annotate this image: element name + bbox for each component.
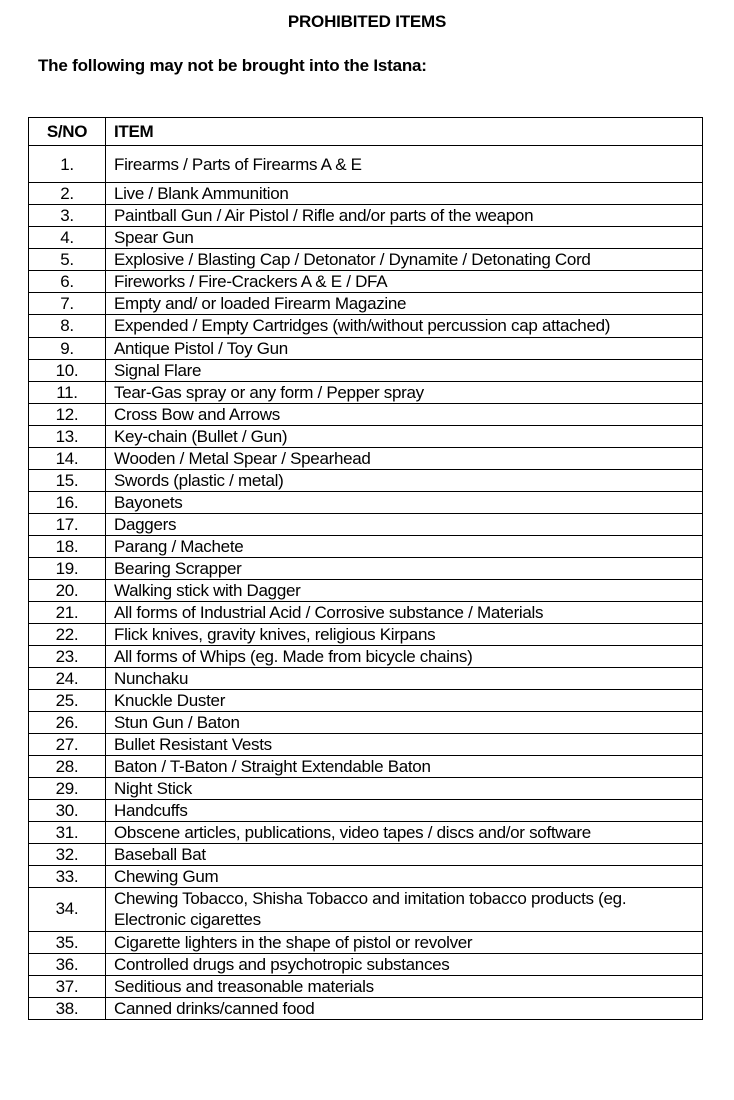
row-item: Bayonets bbox=[106, 491, 703, 513]
table-row bbox=[29, 887, 703, 931]
row-item: Firearms / Parts of Firearms A & E bbox=[106, 146, 703, 183]
page-title: PROHIBITED ITEMS bbox=[287, 12, 447, 31]
row-item: Swords (plastic / metal) bbox=[106, 469, 703, 491]
table-header-row bbox=[29, 118, 703, 146]
table-row bbox=[29, 337, 703, 359]
row-sno: 15. bbox=[29, 469, 106, 491]
table-row bbox=[29, 381, 703, 403]
table-row bbox=[29, 755, 703, 777]
row-item: Stun Gun / Baton bbox=[106, 711, 703, 733]
row-sno: 16. bbox=[29, 491, 106, 513]
row-sno: 30. bbox=[29, 799, 106, 821]
row-item: Flick knives, gravity knives, religious Kirpans bbox=[106, 623, 703, 645]
row-sno: 4. bbox=[29, 227, 106, 249]
row-sno: 27. bbox=[29, 733, 106, 755]
row-sno: 34. bbox=[29, 887, 106, 931]
row-item: Bullet Resistant Vests bbox=[106, 733, 703, 755]
row-sno: 17. bbox=[29, 513, 106, 535]
row-item: Cigarette lighters in the shape of pistol or revolver bbox=[106, 931, 703, 953]
table-row bbox=[29, 667, 703, 689]
row-item: Knuckle Duster bbox=[106, 689, 703, 711]
row-item: Fireworks / Fire-Crackers A & E / DFA bbox=[106, 271, 703, 293]
table-row bbox=[29, 843, 703, 865]
table-row bbox=[29, 601, 703, 623]
table-row bbox=[29, 469, 703, 491]
table-row bbox=[29, 403, 703, 425]
table-row bbox=[29, 183, 703, 205]
row-sno: 32. bbox=[29, 843, 106, 865]
row-item: Seditious and treasonable materials bbox=[106, 975, 703, 997]
table-row bbox=[29, 447, 703, 469]
table-row bbox=[29, 931, 703, 953]
table-row bbox=[29, 227, 703, 249]
row-sno: 11. bbox=[29, 381, 106, 403]
row-item: Paintball Gun / Air Pistol / Rifle and/or parts of the weapon bbox=[106, 205, 703, 227]
row-item: Empty and/ or loaded Firearm Magazine bbox=[106, 293, 703, 315]
row-item: Wooden / Metal Spear / Spearhead bbox=[106, 447, 703, 469]
row-sno: 7. bbox=[29, 293, 106, 315]
row-item: Daggers bbox=[106, 513, 703, 535]
table-row bbox=[29, 491, 703, 513]
table-row bbox=[29, 249, 703, 271]
header-item: ITEM bbox=[106, 118, 703, 146]
row-sno: 12. bbox=[29, 403, 106, 425]
table-row bbox=[29, 689, 703, 711]
table-row bbox=[29, 777, 703, 799]
table-row bbox=[29, 623, 703, 645]
row-item: All forms of Whips (eg. Made from bicycle chains) bbox=[106, 645, 703, 667]
table-row bbox=[29, 997, 703, 1019]
row-sno: 24. bbox=[29, 667, 106, 689]
row-sno: 26. bbox=[29, 711, 106, 733]
row-item: Obscene articles, publications, video tapes / discs and/or software bbox=[106, 821, 703, 843]
table-row bbox=[29, 579, 703, 601]
table-row bbox=[29, 293, 703, 315]
table-row bbox=[29, 711, 703, 733]
row-sno: 22. bbox=[29, 623, 106, 645]
row-sno: 9. bbox=[29, 337, 106, 359]
row-item: Controlled drugs and psychotropic substances bbox=[106, 953, 703, 975]
row-item: Chewing Tobacco, Shisha Tobacco and imitation tobacco products (eg. Electronic cigarettes bbox=[106, 887, 703, 931]
intro-text: The following may not be brought into the Istana: bbox=[38, 56, 427, 75]
row-item: Spear Gun bbox=[106, 227, 703, 249]
row-item: Explosive / Blasting Cap / Detonator / Dynamite / Detonating Cord bbox=[106, 249, 703, 271]
row-sno: 23. bbox=[29, 645, 106, 667]
row-sno: 13. bbox=[29, 425, 106, 447]
table-body bbox=[29, 146, 703, 1020]
row-sno: 35. bbox=[29, 931, 106, 953]
row-item: Bearing Scrapper bbox=[106, 557, 703, 579]
table-row bbox=[29, 271, 703, 293]
row-item: Handcuffs bbox=[106, 799, 703, 821]
row-sno: 19. bbox=[29, 557, 106, 579]
row-item: Nunchaku bbox=[106, 667, 703, 689]
row-item: Baseball Bat bbox=[106, 843, 703, 865]
row-item: Parang / Machete bbox=[106, 535, 703, 557]
table-row bbox=[29, 535, 703, 557]
table-row bbox=[29, 733, 703, 755]
row-sno: 1. bbox=[29, 146, 106, 183]
table-row bbox=[29, 425, 703, 447]
table-row bbox=[29, 315, 703, 338]
row-item: Chewing Gum bbox=[106, 865, 703, 887]
row-item: Walking stick with Dagger bbox=[106, 579, 703, 601]
row-sno: 28. bbox=[29, 755, 106, 777]
row-sno: 18. bbox=[29, 535, 106, 557]
table-row bbox=[29, 359, 703, 381]
table-row bbox=[29, 205, 703, 227]
prohibited-items-table bbox=[28, 117, 703, 1020]
row-item: Tear-Gas spray or any form / Pepper spray bbox=[106, 381, 703, 403]
row-sno: 3. bbox=[29, 205, 106, 227]
table-row bbox=[29, 953, 703, 975]
row-item: Baton / T-Baton / Straight Extendable Baton bbox=[106, 755, 703, 777]
table-row bbox=[29, 146, 703, 183]
row-item: Expended / Empty Cartridges (with/without percussion cap attached) bbox=[106, 315, 703, 338]
row-sno: 37. bbox=[29, 975, 106, 997]
row-sno: 14. bbox=[29, 447, 106, 469]
row-item: Signal Flare bbox=[106, 359, 703, 381]
table-row bbox=[29, 513, 703, 535]
row-sno: 36. bbox=[29, 953, 106, 975]
table-row bbox=[29, 865, 703, 887]
row-sno: 20. bbox=[29, 579, 106, 601]
header-sno: S/NO bbox=[29, 118, 106, 146]
row-sno: 8. bbox=[29, 315, 106, 338]
table-row bbox=[29, 557, 703, 579]
row-sno: 29. bbox=[29, 777, 106, 799]
row-sno: 10. bbox=[29, 359, 106, 381]
row-item: Live / Blank Ammunition bbox=[106, 183, 703, 205]
table-row bbox=[29, 821, 703, 843]
row-sno: 38. bbox=[29, 997, 106, 1019]
row-sno: 5. bbox=[29, 249, 106, 271]
row-sno: 33. bbox=[29, 865, 106, 887]
row-item: Night Stick bbox=[106, 777, 703, 799]
table-row bbox=[29, 645, 703, 667]
row-item: Antique Pistol / Toy Gun bbox=[106, 337, 703, 359]
row-sno: 31. bbox=[29, 821, 106, 843]
row-item: Key-chain (Bullet / Gun) bbox=[106, 425, 703, 447]
row-item: Cross Bow and Arrows bbox=[106, 403, 703, 425]
row-item: Canned drinks/canned food bbox=[106, 997, 703, 1019]
table-row bbox=[29, 975, 703, 997]
row-item: All forms of Industrial Acid / Corrosive substance / Materials bbox=[106, 601, 703, 623]
row-sno: 25. bbox=[29, 689, 106, 711]
row-sno: 6. bbox=[29, 271, 106, 293]
row-sno: 21. bbox=[29, 601, 106, 623]
table-row bbox=[29, 799, 703, 821]
row-sno: 2. bbox=[29, 183, 106, 205]
